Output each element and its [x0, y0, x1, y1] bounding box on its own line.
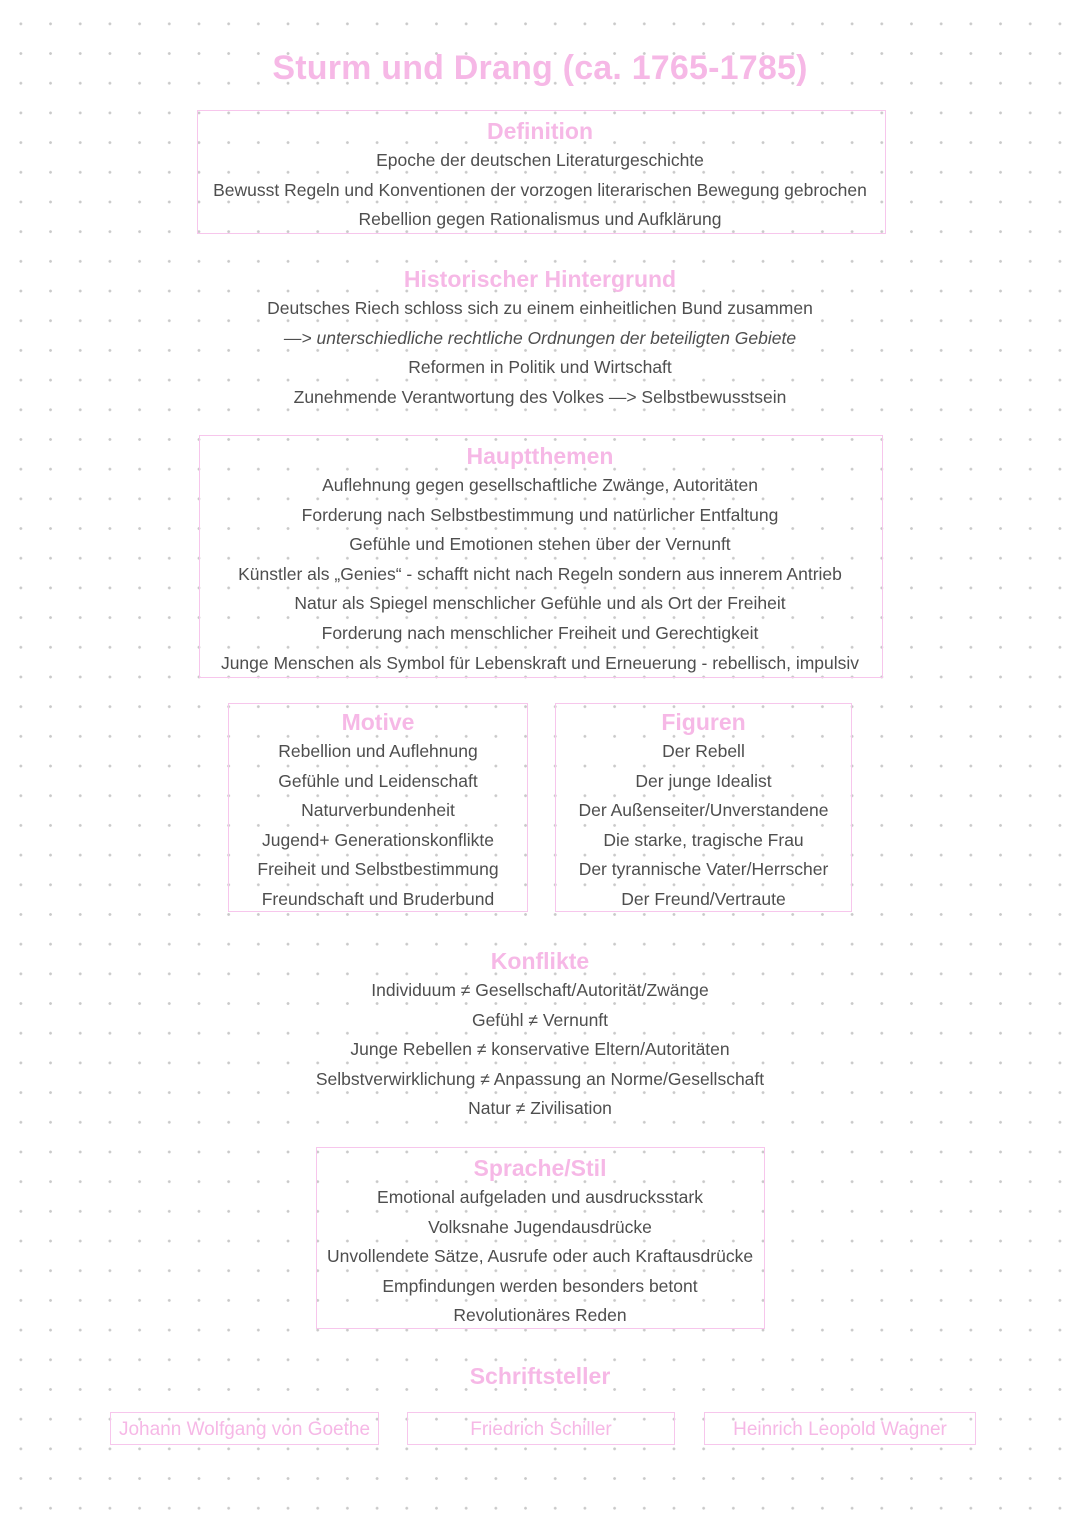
motive-line: Naturverbundenheit [301, 800, 455, 821]
sprache-stil-line: Revolutionäres Reden [453, 1305, 627, 1326]
hauptthemen-line: Forderung nach menschlicher Freiheit und Gerechtigkeit [321, 622, 759, 643]
sprache-stil-line: Unvollendete Sätze, Ausrufe oder auch Kraftausdrücke [326, 1246, 754, 1267]
konflikte-line: Gefühl ≠ Vernunft [471, 1009, 609, 1030]
figuren-section [555, 707, 852, 915]
sprache-stil-line: Empfindungen werden besonders betont [382, 1275, 698, 1296]
author-goethe: Johann Wolfgang von Goethe [110, 1412, 379, 1445]
historischer-hintergrund-line: Reformen in Politik und Wirtschaft [408, 357, 672, 378]
konflikte-line: Individuum ≠ Gesellschaft/Autorität/Zwänge [371, 980, 709, 1000]
hauptthemen-line: Künstler als „Genies“ - schafft nicht nach Regeln sondern aus innerem Antrieb [238, 563, 842, 584]
sprache-stil-line: Emotional aufgeladen und ausdrucksstark [377, 1187, 703, 1207]
konflikte-line: Junge Rebellen ≠ konservative Eltern/Autoritäten [350, 1039, 730, 1060]
figuren-line: Der Freund/Vertraute [621, 888, 786, 909]
motive-section [228, 707, 528, 915]
motive-heading: Motive [341, 709, 415, 735]
hauptthemen-line: Auflehnung gegen gesellschaftliche Zwänge, Autoritäten [322, 475, 758, 495]
historischer-hintergrund-line: Deutsches Riech schloss sich zu einem einheitlichen Bund zusammen [267, 298, 813, 318]
motive-line: Jugend+ Generationskonflikte [261, 829, 495, 850]
hauptthemen-section [0, 441, 1080, 678]
figuren-line: Der Außenseiter/Unverstandene [578, 800, 829, 821]
historischer-hintergrund-line: —> unterschiedliche rechtliche Ordnungen der beteiligten Gebiete [283, 327, 797, 348]
historischer-hintergrund-section [0, 264, 1080, 412]
motive-line: Gefühle und Leidenschaft [278, 770, 478, 791]
definition-heading: Definition [486, 118, 594, 144]
hauptthemen-line: Junge Menschen als Symbol für Lebenskraft und Erneuerung - rebellisch, impulsiv [220, 652, 860, 673]
hauptthemen-line: Forderung nach Selbstbestimmung und natürlicher Entfaltung [301, 504, 779, 525]
figuren-line: Der junge Idealist [635, 770, 772, 791]
motive-line: Freiheit und Selbstbestimmung [257, 859, 499, 880]
author-wagner: Heinrich Leopold Wagner [704, 1412, 976, 1445]
sprache-stil-section [0, 1153, 1080, 1331]
schriftsteller-heading: Schriftsteller [469, 1363, 611, 1389]
sprache-stil-heading: Sprache/Stil [473, 1155, 607, 1181]
historischer-hintergrund-line: Zunehmende Verantwortung des Volkes —> Selbstbewusstsein [293, 386, 787, 407]
definition-line: Rebellion gegen Rationalismus und Aufklärung [358, 209, 722, 230]
hauptthemen-line: Natur als Spiegel menschlicher Gefühle und als Ort der Freiheit [294, 593, 786, 614]
konflikte-line: Natur ≠ Zivilisation [468, 1098, 612, 1119]
figuren-line: Die starke, tragische Frau [603, 829, 804, 850]
definition-section [0, 116, 1080, 235]
konflikte-section [0, 946, 1080, 1124]
definition-line: Bewusst Regeln und Konventionen der vorzogen literarischen Bewegung gebrochen [213, 179, 867, 200]
figuren-line: Der Rebell [662, 741, 745, 761]
author-schiller: Friedrich Schiller [407, 1412, 675, 1445]
schriftsteller-section [0, 1361, 1080, 1391]
figuren-heading: Figuren [661, 709, 746, 735]
sprache-stil-line: Volksnahe Jugendausdrücke [428, 1216, 652, 1237]
konflikte-line: Selbstverwirklichung ≠ Anpassung an Norme/Gesellschaft [315, 1068, 765, 1089]
hauptthemen-heading: Hauptthemen [466, 443, 614, 469]
motive-line: Rebellion und Auflehnung [278, 741, 478, 761]
hauptthemen-line: Gefühle und Emotionen stehen über der Vernunft [349, 534, 731, 555]
motive-line: Freundschaft und Bruderbund [261, 888, 495, 909]
konflikte-heading: Konflikte [490, 948, 590, 974]
page-title: Sturm und Drang (ca. 1765-1785) [272, 49, 808, 87]
historischer-hintergrund-heading: Historischer Hintergrund [403, 266, 677, 292]
figuren-line: Der tyrannische Vater/Herrscher [578, 859, 829, 880]
definition-line: Epoche der deutschen Literaturgeschichte [376, 150, 704, 170]
